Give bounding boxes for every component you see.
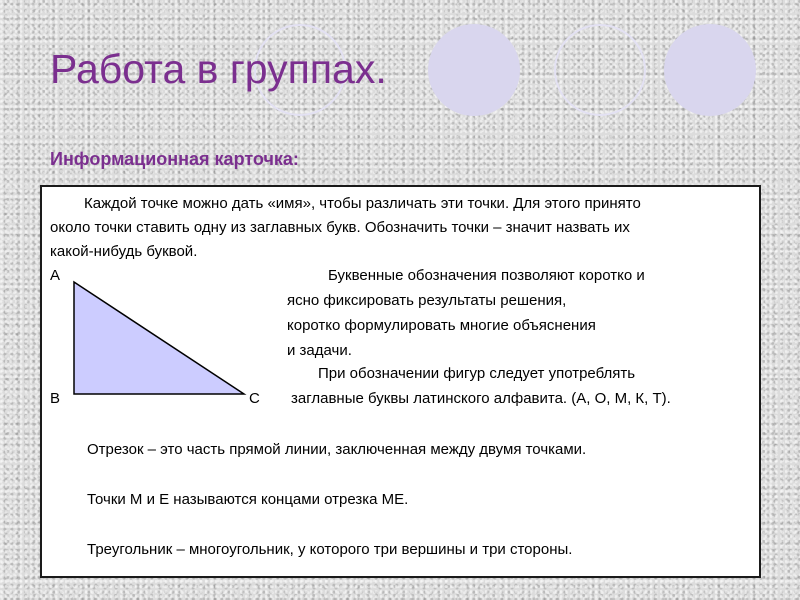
vertex-label-c: С [249, 390, 260, 407]
intro-line-1: Каждой точке можно дать «имя», чтобы различать эти точки. Для этого принято [84, 195, 641, 212]
side-text-line-6: заглавные буквы латинского алфавита. (А, О, М, К, Т). [291, 390, 671, 407]
definition-endpoints: Точки М и Е называются концами отрезка МЕ. [87, 491, 409, 508]
side-text-line-3: коротко формулировать многие объяснения [287, 317, 596, 334]
decor-circle-3 [554, 24, 646, 116]
vertex-label-b: В [50, 390, 61, 407]
intro-line-3: какой-нибудь буквой. [50, 243, 198, 260]
info-card [40, 185, 761, 578]
triangle-shape [74, 282, 244, 394]
decor-circle-2 [428, 24, 520, 116]
definition-segment: Отрезок – это часть прямой линии, заключенная между двумя точками. [87, 441, 587, 458]
decor-circle-4 [664, 24, 756, 116]
side-text-line-1: Буквенные обозначения позволяют коротко и [328, 267, 645, 284]
slide-title: Работа в группах. [50, 46, 387, 92]
side-text-line-4: и задачи. [287, 342, 352, 359]
intro-line-2: около точки ставить одну из заглавных букв. Обозначить точки – значит назвать их [50, 219, 630, 236]
side-text-line-5: При обозначении фигур следует употреблять [318, 365, 636, 382]
side-text-line-2: ясно фиксировать результаты решения, [287, 292, 567, 309]
triangle-abc [72, 280, 248, 396]
slide-subtitle: Информационная карточка: [50, 149, 299, 169]
vertex-label-a: А [50, 267, 61, 284]
definition-triangle: Треугольник – многоугольник, у которого три вершины и три стороны. [87, 541, 573, 558]
